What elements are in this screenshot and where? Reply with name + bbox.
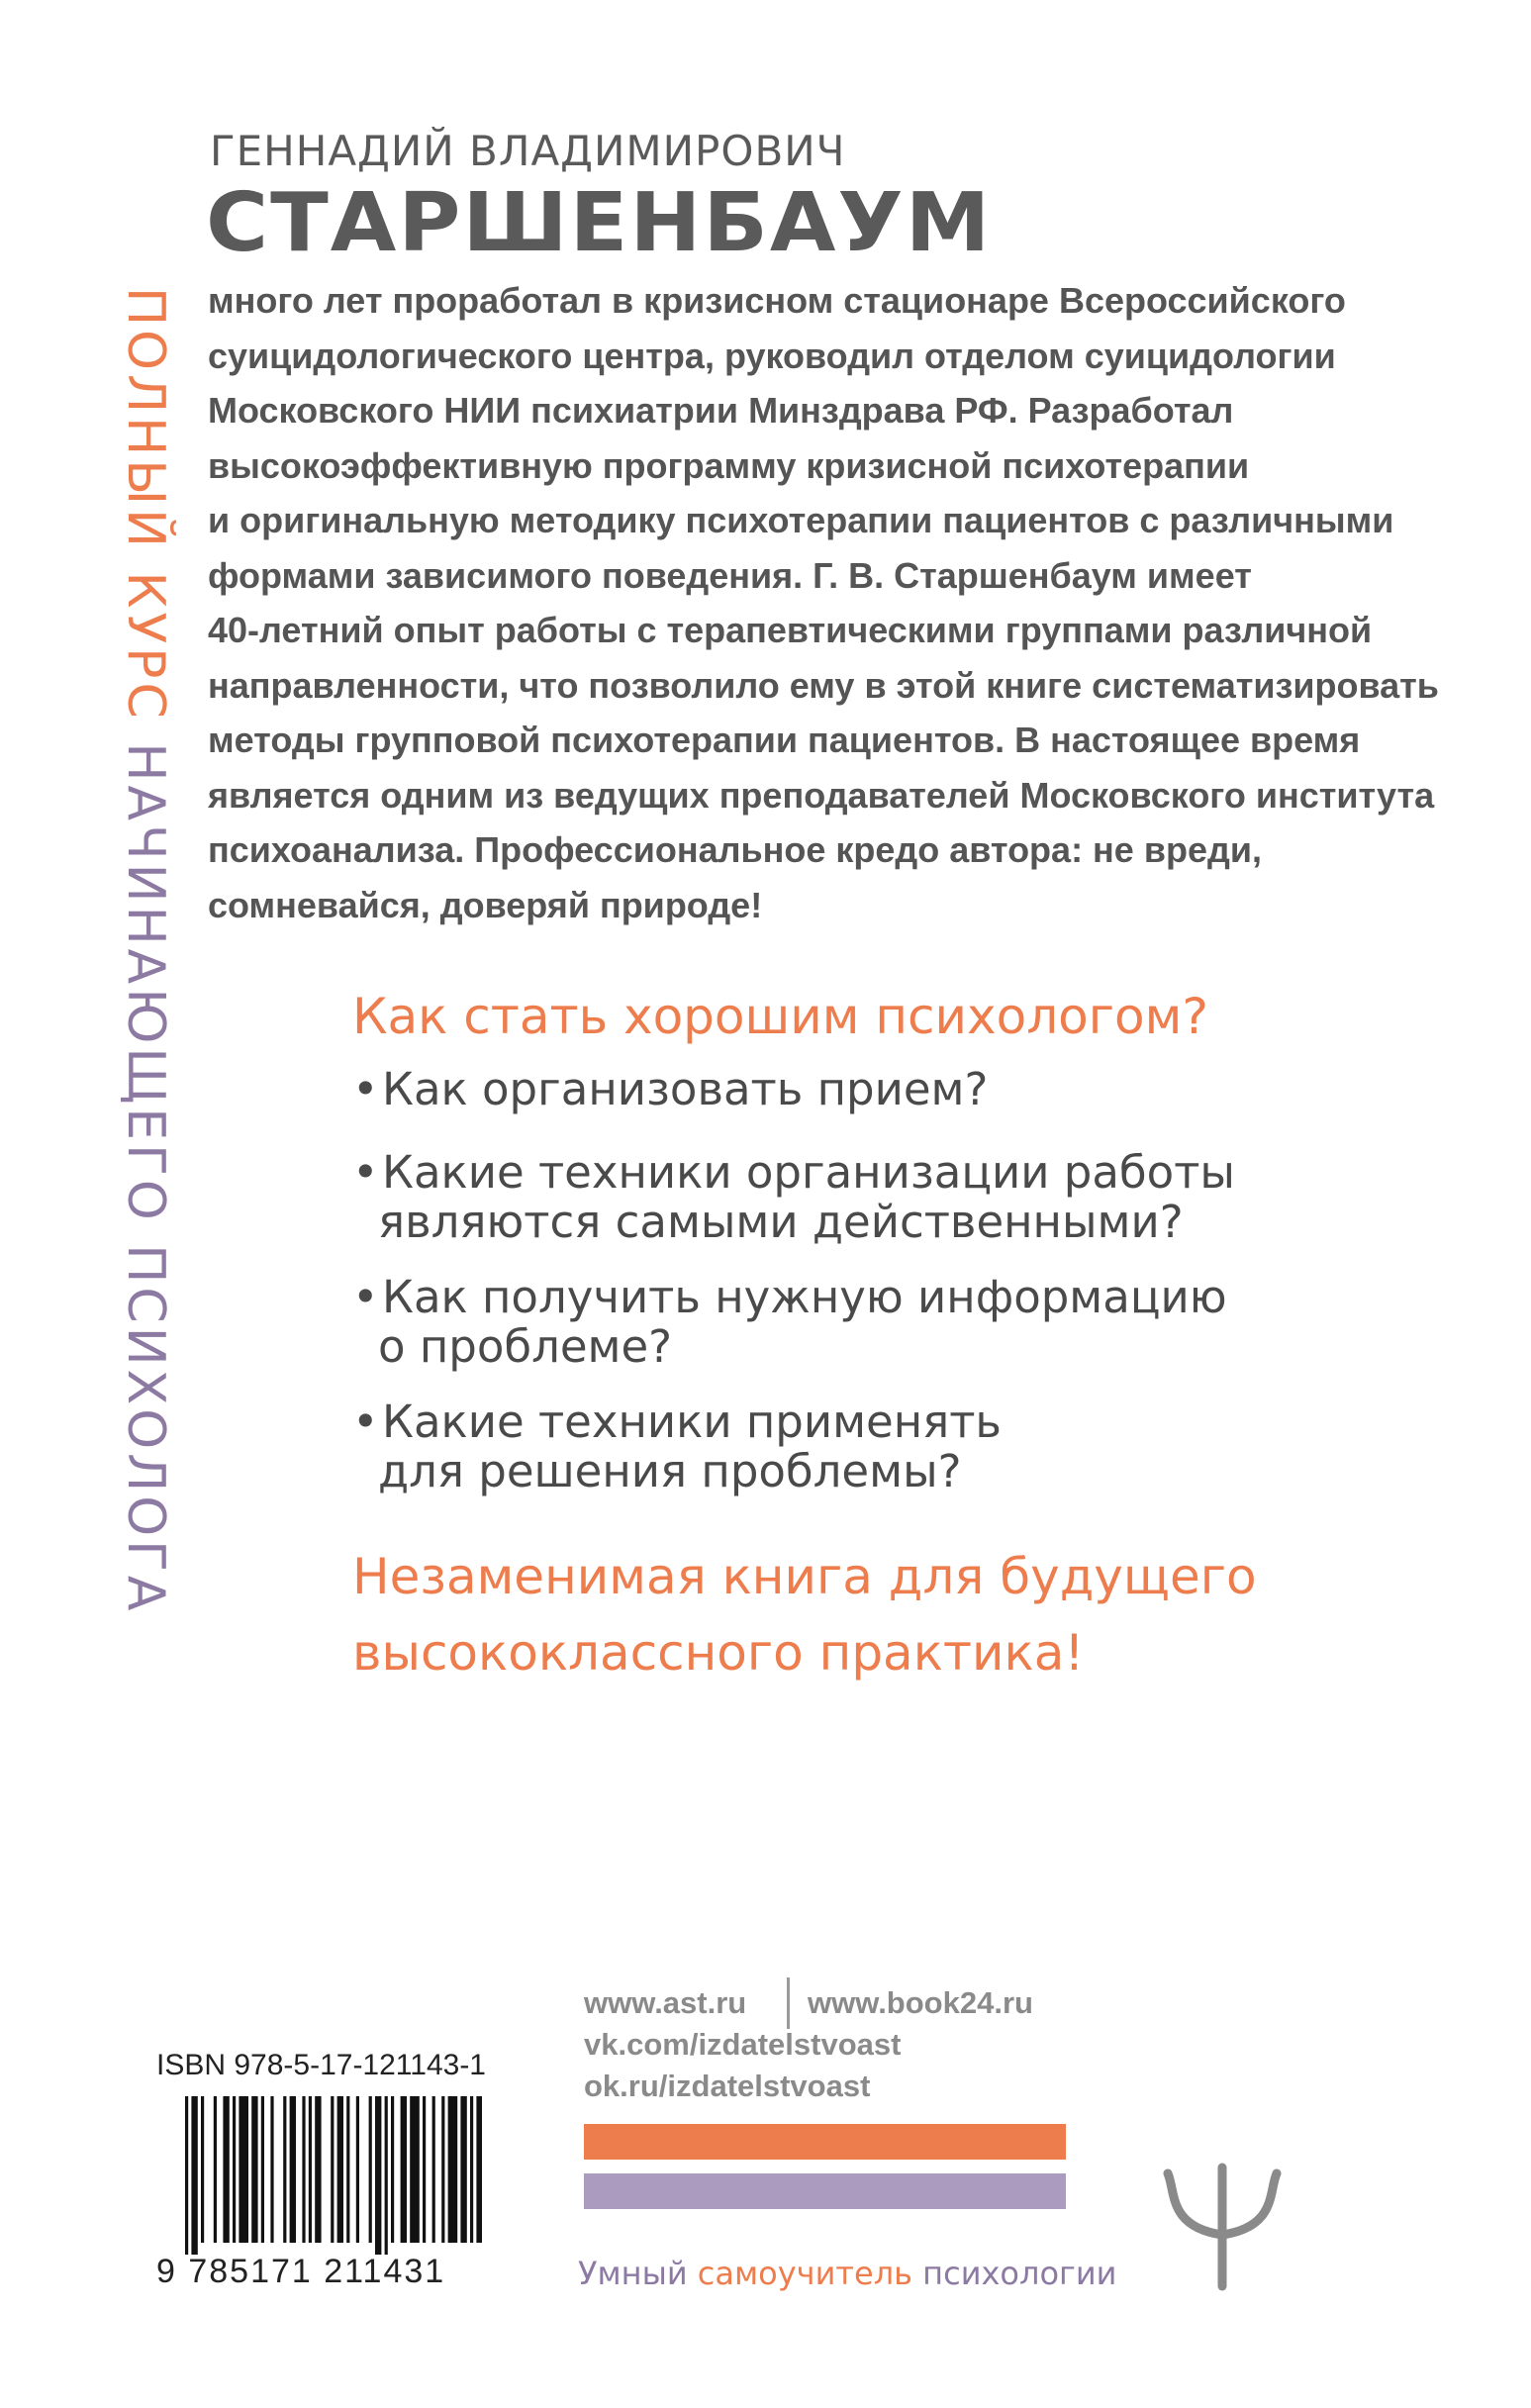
barcode-bar [185,2096,188,2255]
questions-title: Как стать хорошим психологом? [352,988,1208,1045]
series-vertical-title [111,287,180,1732]
barcode-bar [251,2096,257,2243]
barcode-bar [290,2096,296,2243]
barcode-bar [223,2096,229,2243]
closing-statement [352,1539,1257,1691]
closing-line: высококлассного практика! [352,1624,1085,1682]
author-last-name: СТАРШЕНБАУМ [206,176,993,270]
isbn-label: ISBN 978-5-17-121143-1 [156,2049,486,2081]
bio-line: психоанализа. Профессиональное кредо автора: не вреди, [208,829,1262,870]
bullet-dot: • [352,1063,379,1115]
question-item: •Как организовать прием? [352,1063,989,1115]
bullet-dot: • [352,1271,379,1323]
link-divider [787,1977,790,2029]
barcode-bar [331,2096,334,2243]
psi-symbol-icon [1148,2158,1296,2296]
link-ok[interactable]: ok.ru/izdatelstvoast [584,2069,871,2103]
barcode-bar [283,2096,286,2243]
barcode-bar [337,2096,343,2243]
barcode-bar [233,2096,236,2243]
barcode-bar [432,2096,435,2243]
barcode-bar [423,2096,426,2243]
barcode-bar [214,2096,217,2243]
barcode-bar [391,2096,394,2243]
barcode-bar [309,2096,312,2243]
bio-line: суицидологического центра, руководил отделом суицидологии [208,335,1336,376]
bio-line: много лет проработал в кризисном стационаре Всероссийского [208,280,1346,321]
series-name: Умный самоучитель психологии [578,2255,1117,2292]
barcode-bar [191,2096,197,2255]
barcode-bar [375,2096,381,2255]
series-title-part1: ПОЛНЫЙ КУРС [116,287,175,743]
bio-line: сомневайся, доверяй природе! [208,884,763,925]
question-item: •Какие техники применять для решения проблемы? [352,1396,1002,1497]
author-first-names: ГЕННАДИЙ ВЛАДИМИРОВИЧ [210,127,846,175]
question-item: •Как получить нужную информацию о проблеме? [352,1271,1227,1373]
barcode-bar [356,2096,359,2243]
bio-line: направленности, что позволило ему в этой книге систематизировать [208,664,1439,706]
barcode-bar [346,2096,349,2243]
author-bio [208,273,1439,932]
barcode-bar [470,2096,473,2243]
link-ast[interactable]: www.ast.ru [584,1985,747,2020]
link-vk[interactable]: vk.com/izdatelstvoast [584,2027,902,2062]
barcode-bar [315,2096,321,2243]
barcode-bar [261,2096,264,2243]
closing-line: Незаменимая книга для будущего [352,1548,1257,1605]
bio-line: методы групповой психотерапии пациентов. В настоящее время [208,720,1361,760]
bio-line: Московского НИИ психиатрии Минздрава РФ. Разработал [208,390,1234,431]
series-title-part2: НАЧИНАЮЩЕГО ПСИХОЛОГА [116,742,175,1615]
barcode-bar [270,2096,273,2243]
barcode-bar [201,2096,204,2243]
bio-line: и оригинальную методику психотерапии пациентов с различными [208,500,1394,540]
question-item: •Какие техники организации работы являются самыми действенными? [352,1146,1235,1248]
bio-line: является одним из ведущих преподавателей Московского института [208,774,1435,816]
barcode-bar [401,2096,407,2243]
link-book24[interactable]: www.book24.ru [808,1985,1033,2020]
barcode-bar [369,2096,372,2243]
barcode-bar [476,2096,482,2243]
barcode-bar [385,2096,388,2255]
barcode-bar [239,2096,248,2243]
decor-bar-purple [584,2173,1066,2209]
barcode-bar [410,2096,420,2243]
bio-line: высокоэффективную программу кризисной психотерапии [208,444,1250,486]
barcode-bar [460,2096,466,2243]
bullet-dot: • [352,1146,379,1199]
decor-bar-orange [584,2124,1066,2160]
barcode-bar [302,2096,305,2243]
barcode [185,2096,482,2255]
barcode-digits: 9 785171 211431 [156,2253,446,2290]
barcode-bar [448,2096,458,2243]
bio-line: 40-летний опыт работы с терапевтическими группами различной [208,610,1373,650]
bullet-dot: • [352,1396,379,1448]
bio-line: формами зависимого поведения. Г. В. Старшенбаум имеет [208,554,1252,596]
barcode-bar [441,2096,444,2243]
